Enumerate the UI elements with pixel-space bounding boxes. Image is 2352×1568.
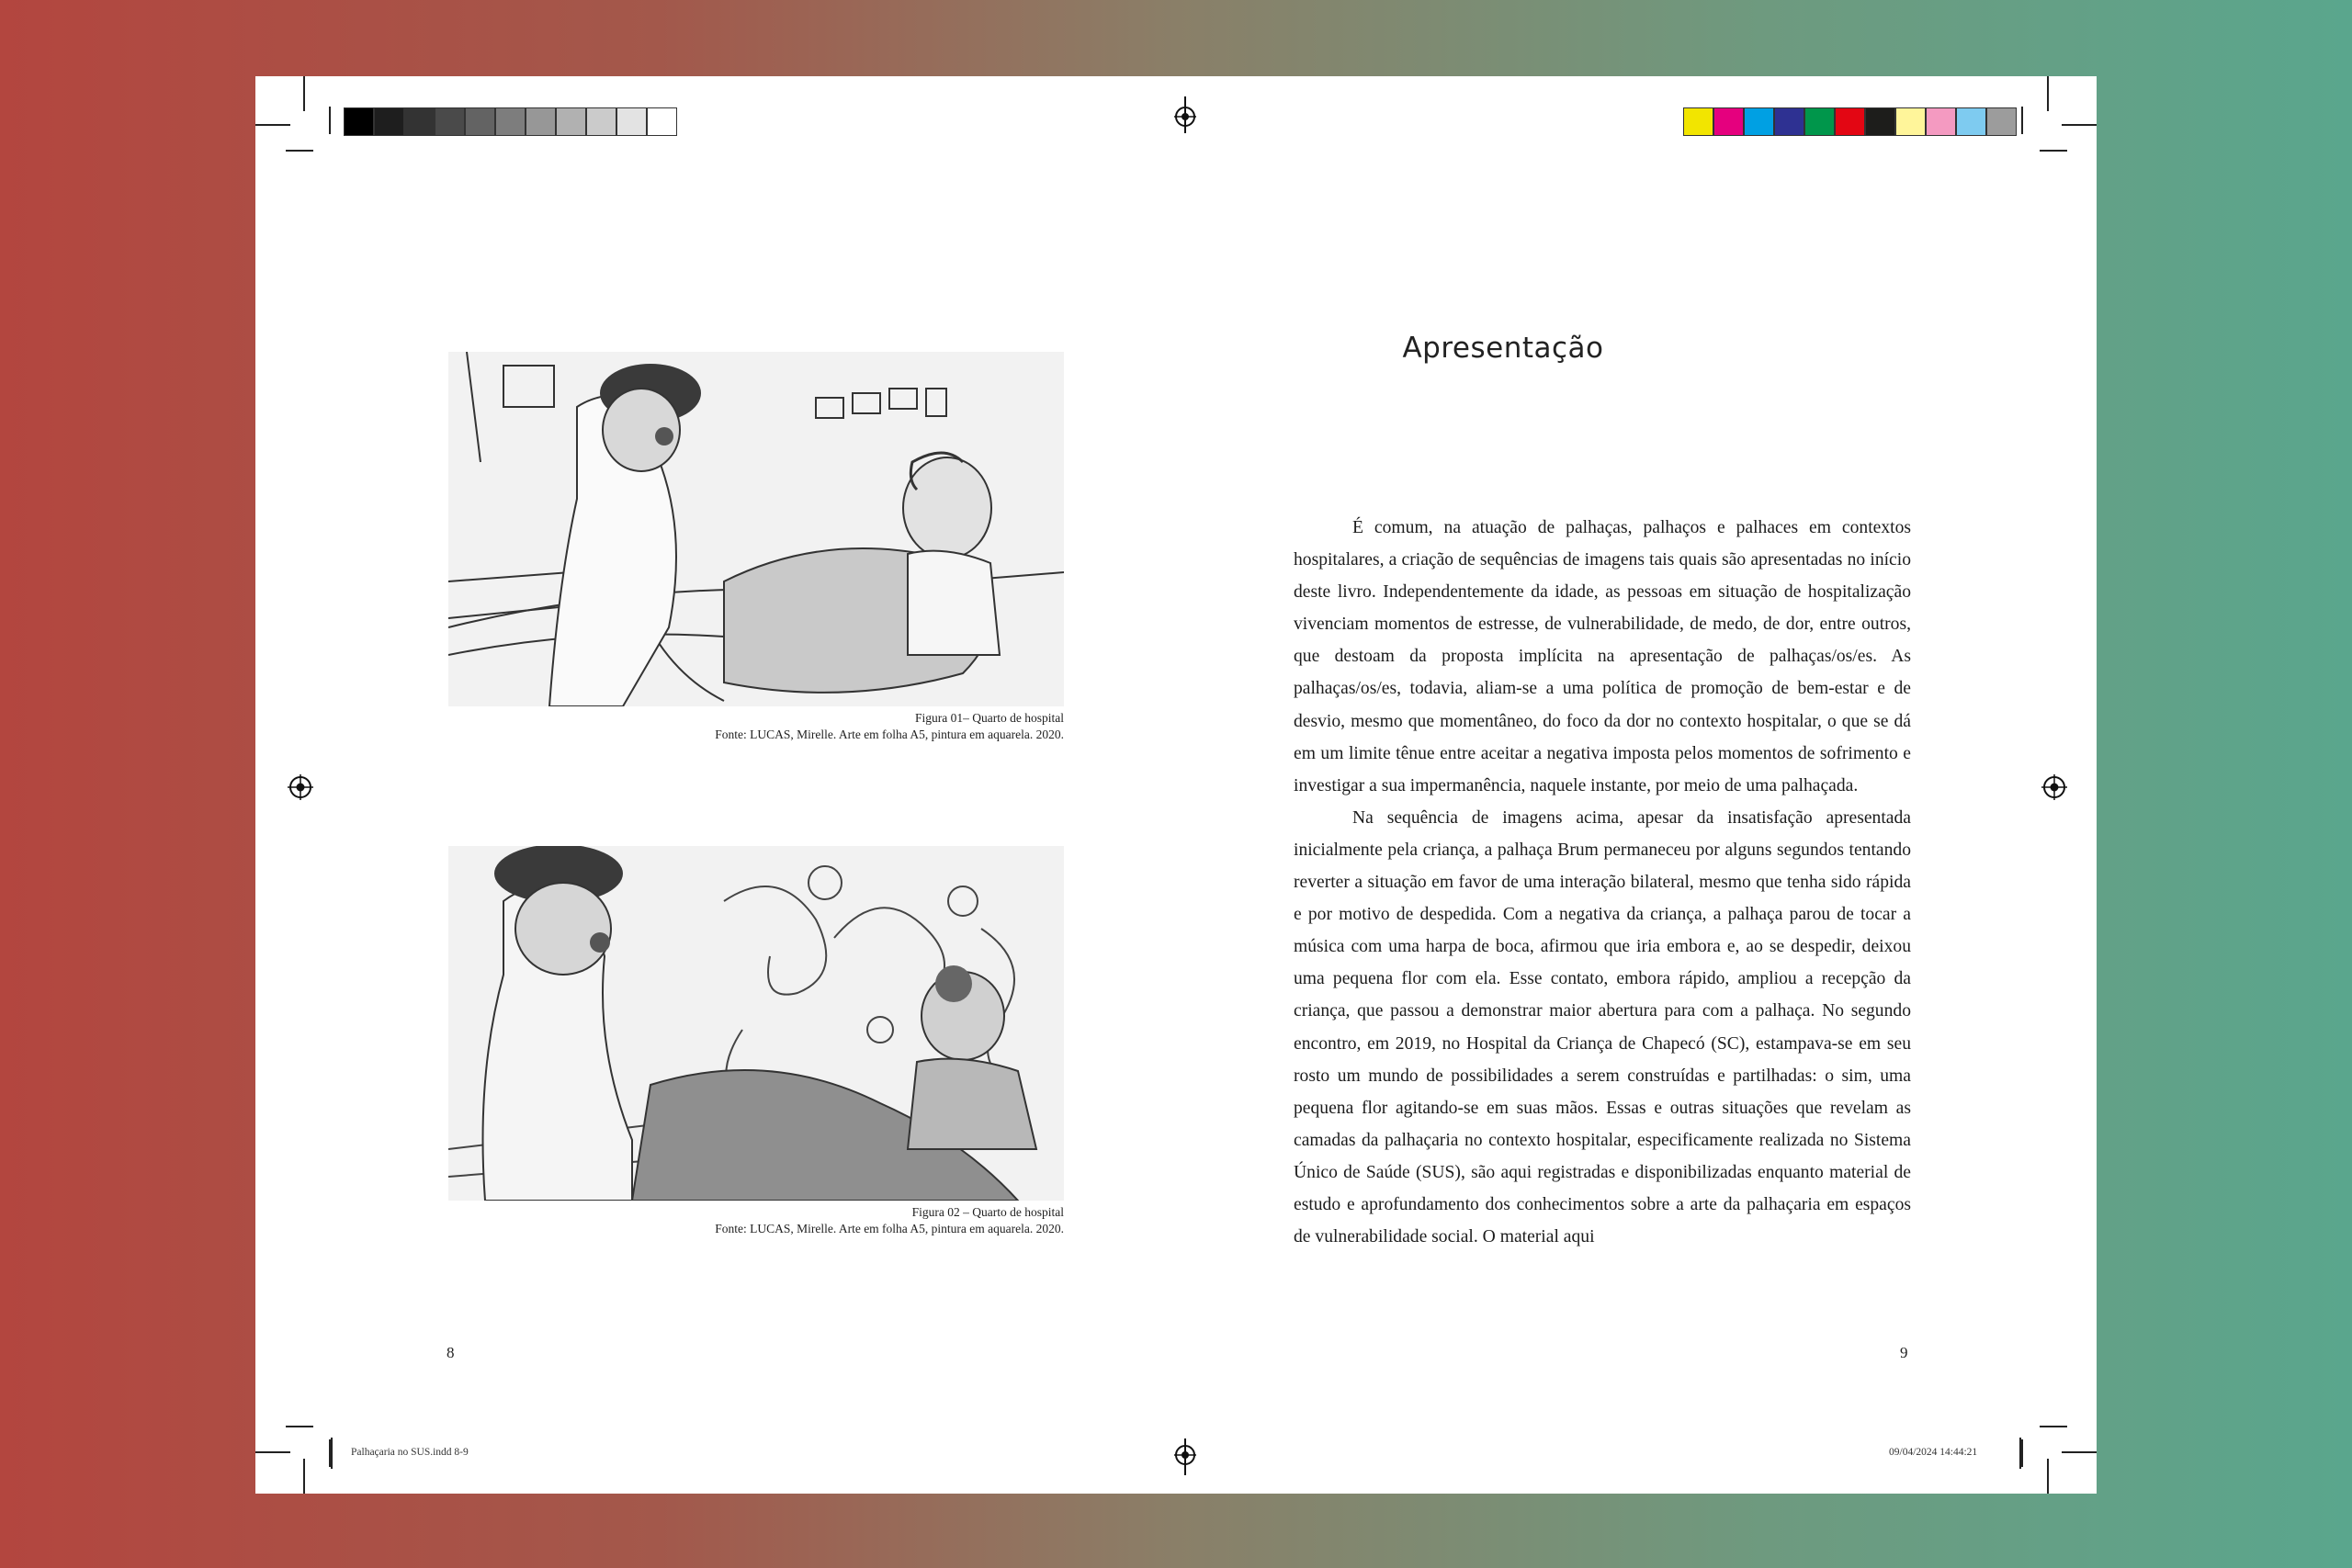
registration-mark-icon <box>1171 1438 1199 1475</box>
color-swatch <box>616 107 647 136</box>
color-swatch <box>526 107 556 136</box>
crop-mark <box>255 1451 290 1453</box>
color-swatch <box>1865 107 1895 136</box>
slug-divider <box>2019 1438 2021 1469</box>
figure-2-caption <box>448 1204 1064 1237</box>
color-swatch <box>556 107 586 136</box>
crop-mark <box>2062 124 2097 126</box>
crop-mark <box>2047 1459 2049 1494</box>
crop-mark <box>303 76 305 111</box>
crop-mark <box>255 124 290 126</box>
color-swatch <box>647 107 677 136</box>
slug-filename: Palhaçaria no SUS.indd 8-9 <box>351 1447 469 1458</box>
registration-mark-icon <box>2041 774 2067 800</box>
registration-mark-icon <box>1171 96 1199 133</box>
crop-mark <box>2040 150 2067 152</box>
chapter-title: Apresentação <box>1402 332 1604 365</box>
figure-1-caption <box>448 710 1064 743</box>
color-swatch <box>1926 107 1956 136</box>
paragraph: Na sequência de imagens acima, apesar da insatisfação apresentada inicialmente pela criança, a palhaça Brum permaneceu por alguns segundos tentando reverter a situação em favor de uma interação bilateral, mesmo que tenha sido rápida e por motivo de despedida. Com a negativa da criança, a palhaça parou de tocar a música com uma harpa de boca, afirmou que iria embora e, ao se despedir, deixou uma pequena flor com ela. Esse contato, embora rápido, ampliou a recepção da criança, que passou a demonstrar maior abertura para com a palhaça. No segundo encontro, em 2019, no Hospital da Criança de Chapecó (SC), estampava-se em seu rosto um mundo de possibilidades a serem construídas e partilhadas: o sim, uma pequena flor agitando-se em suas mãos. Essas e outras situações que revelam as camadas da palhaçaria no contexto hospitalar, especificamente realizada no Sistema Único de Saúde (SUS), são aqui registradas e disponibilizadas enquanto material de estudo e aprofundamento dos conhecimentos sobre a arte da palhaçaria em espaços de vulnerabilidade social. O material aqui <box>1294 807 1911 1247</box>
book-spread <box>255 76 2097 1494</box>
crop-mark <box>2021 107 2023 134</box>
caption-source: Fonte: LUCAS, Mirelle. Arte em folha A5, pintura em aquarela. 2020. <box>715 1222 1064 1235</box>
caption-title: Figura 02 – Quarto de hospital <box>911 1205 1064 1219</box>
crop-mark <box>2047 76 2049 111</box>
crop-mark <box>303 1459 305 1494</box>
page-number-left: 8 <box>447 1344 455 1361</box>
caption-title: Figura 01– Quarto de hospital <box>915 711 1064 725</box>
color-swatch <box>465 107 495 136</box>
slug-divider <box>331 1438 333 1469</box>
body-text <box>1294 512 1911 1253</box>
color-swatch <box>1956 107 1986 136</box>
color-swatch <box>1986 107 2017 136</box>
crop-mark <box>2062 1451 2097 1453</box>
page-number-right: 9 <box>1900 1344 1908 1361</box>
color-swatch <box>404 107 435 136</box>
color-swatch <box>1744 107 1774 136</box>
crop-mark <box>286 1426 313 1427</box>
crop-mark <box>2040 1426 2067 1427</box>
color-swatch <box>586 107 616 136</box>
crop-mark <box>329 107 331 134</box>
paragraph: É comum, na atuação de palhaças, palhaços e palhaces em contextos hospitalares, a criação de sequências de imagens tais quais são apresentadas no início deste livro. Independentemente da idade, as pessoas em situação de hospitalização vivenciam momentos de estresse, de vulnerabilidade, de medo, de dor, entre outros, que destoam da proposta implícita na apresentação de palhaças/os/es. As palhaças/os/es, todavia, aliam-se a uma política de promoção de bem-estar e de desvio, mesmo que momentâneo, do foco da dor no contexto hospitalar, o que se dá em um limite tênue entre aceitar a negativa imposta pelos momentos de sofrimento e investigar a sua impermanência, naquele instante, por meio de uma palhaçada. <box>1294 518 1911 795</box>
caption-source: Fonte: LUCAS, Mirelle. Arte em folha A5, pintura em aquarela. 2020. <box>715 728 1064 741</box>
color-swatch <box>1804 107 1835 136</box>
color-swatch <box>344 107 374 136</box>
color-swatch <box>1774 107 1804 136</box>
crop-mark <box>286 150 313 152</box>
color-swatch <box>1835 107 1865 136</box>
color-swatch <box>374 107 404 136</box>
color-swatch <box>495 107 526 136</box>
color-swatch <box>1895 107 1926 136</box>
color-swatch <box>1713 107 1744 136</box>
color-swatch <box>435 107 465 136</box>
crop-mark <box>2021 1439 2023 1467</box>
color-swatch <box>1683 107 1713 136</box>
figure-2-illustration <box>448 846 1064 1201</box>
registration-mark-icon <box>288 774 313 800</box>
figure-1-illustration <box>448 352 1064 706</box>
slug-datetime: 09/04/2024 14:44:21 <box>1889 1447 1978 1458</box>
